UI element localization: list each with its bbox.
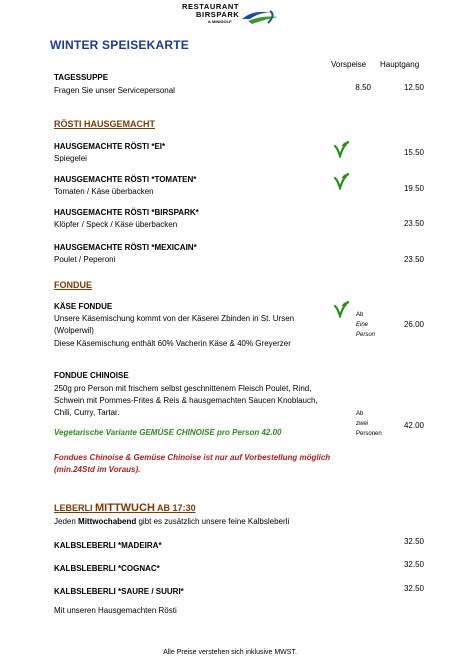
price-roesti-mexicain: 23.50 <box>403 255 424 264</box>
price-roesti-birspark: 23.50 <box>403 219 424 228</box>
serving-note-line: Personen <box>356 431 382 437</box>
logo-line-3: & MINIGOLF <box>208 19 232 24</box>
logo-swoosh-icon <box>240 7 280 27</box>
item-desc-roesti-mexicain: Poulet / Peperoni <box>54 255 116 264</box>
serving-note-line: Ab <box>356 411 364 417</box>
price-roesti-tomaten: 19.50 <box>403 184 424 193</box>
serving-note-line: zwei <box>356 421 369 427</box>
vegetarian-icon <box>333 172 349 190</box>
serving-note-line: Ab <box>356 312 364 318</box>
item-name-roesti-tomaten: HAUSGEMACHTE RÖSTI *TOMATEN* <box>54 175 197 184</box>
preorder-notice <box>54 452 330 476</box>
item-name-leberli-saure: KALBSLEBERLI *SAURE / SUURI* <box>54 587 184 596</box>
item-desc-chinoise-3: Chili, Curry, Tartar. <box>54 408 120 417</box>
item-name-tagessuppe: TAGESSUPPE <box>54 73 109 82</box>
column-header-main: Hauptgang <box>380 60 420 69</box>
price-starter-tagessuppe: 8.50 <box>355 83 371 92</box>
serving-note-chinoise <box>356 409 382 439</box>
item-desc-roesti-ei: Spiegelei <box>54 154 87 163</box>
item-desc-tagessuppe: Fragen Sie unser Servicepersonal <box>54 86 175 95</box>
logo-line-2: BIRSPARK <box>196 10 240 19</box>
item-desc-roesti-tomaten: Tomaten / Käse überbacken <box>54 187 154 196</box>
leberli-intro: Jeden Mittwochabend gibt es zusätzlich unsere feine Kalbsleberli <box>54 517 290 526</box>
price-kaese-fondue: 26.00 <box>403 320 424 329</box>
serving-note-kaese-fondue <box>356 310 375 340</box>
item-name-roesti-ei: HAUSGEMACHTE RÖSTI *EI* <box>54 142 166 151</box>
logo-line-1: RESTAURANT <box>182 2 240 11</box>
item-name-fondue-chinoise: FONDUE CHINOISE <box>54 371 129 380</box>
menu-title: WINTER SPEISEKARTE <box>50 38 189 52</box>
page-footer: Alle Preise verstehen sich inklusive MWST. <box>163 649 297 656</box>
price-leberli-madeira: 32.50 <box>403 537 424 546</box>
serving-note-line: Eine <box>356 322 369 328</box>
preorder-notice-line: (min.24Std im Voraus). <box>54 465 141 474</box>
section-heading-fondue: FONDUE <box>54 280 92 290</box>
item-desc-chinoise-1: 250g pro Person mit frischem selbst geschnittenem Fleisch Poulet, Rind, <box>54 384 312 393</box>
leberli-footnote: Mit unseren Hausgemachten Rösti <box>54 606 177 615</box>
section-heading-leberli: LEBERLI MITTWUCH AB 17:30 <box>54 502 196 514</box>
preorder-notice-line: Fondues Chinoise & Gemüse Chinoise ist nur auf Vorbestellung möglich <box>54 453 331 462</box>
price-leberli-cognac: 32.50 <box>403 560 424 569</box>
price-fondue-chinoise: 42.00 <box>403 421 424 430</box>
restaurant-logo <box>182 2 280 28</box>
item-desc-kaese-fondue-1: Unsere Käsemischung kommt von der Käserei Zbinden in St. Ursen <box>54 314 295 323</box>
item-name-leberli-madeira: KALBSLEBERLI *MADEIRA* <box>54 541 162 550</box>
item-name-kaese-fondue: KÄSE FONDUE <box>54 302 113 311</box>
vegetarian-icon <box>333 300 349 318</box>
column-header-starter: Vorspeise <box>331 60 367 69</box>
serving-note-line: Person <box>356 332 376 338</box>
price-roesti-ei: 15.50 <box>403 148 424 157</box>
item-name-leberli-cognac: KALBSLEBERLI *COGNAC* <box>54 564 160 573</box>
item-name-roesti-birspark: HAUSGEMACHTE RÖSTI *BIRSPARK* <box>54 208 199 217</box>
price-leberli-saure: 32.50 <box>403 584 424 593</box>
price-main-tagessuppe: 12.50 <box>403 83 424 92</box>
item-name-roesti-mexicain: HAUSGEMACHTE RÖSTI *MEXICAIN* <box>54 243 197 252</box>
item-desc-chinoise-2: Schwein mit Pommes-Frites & Reis & hausgemachten Saucen Knoblauch, <box>54 396 318 405</box>
vegetarian-icon <box>333 140 349 158</box>
item-desc-kaese-fondue-2: (Wolperwil) <box>54 326 94 335</box>
item-desc-roesti-birspark: Klöpfer / Speck / Käse überbacken <box>54 220 178 229</box>
vegetarian-variant-note: Vegetarische Variante GEMÜSE CHINOISE pro Person 42.00 <box>54 428 282 437</box>
item-desc-kaese-fondue-3: Diese Käsemischung enthält 60% Vacherin Käse & 40% Greyerzer <box>54 339 291 348</box>
section-heading-roesti: RÖSTI HAUSGEMACHT <box>54 119 155 129</box>
